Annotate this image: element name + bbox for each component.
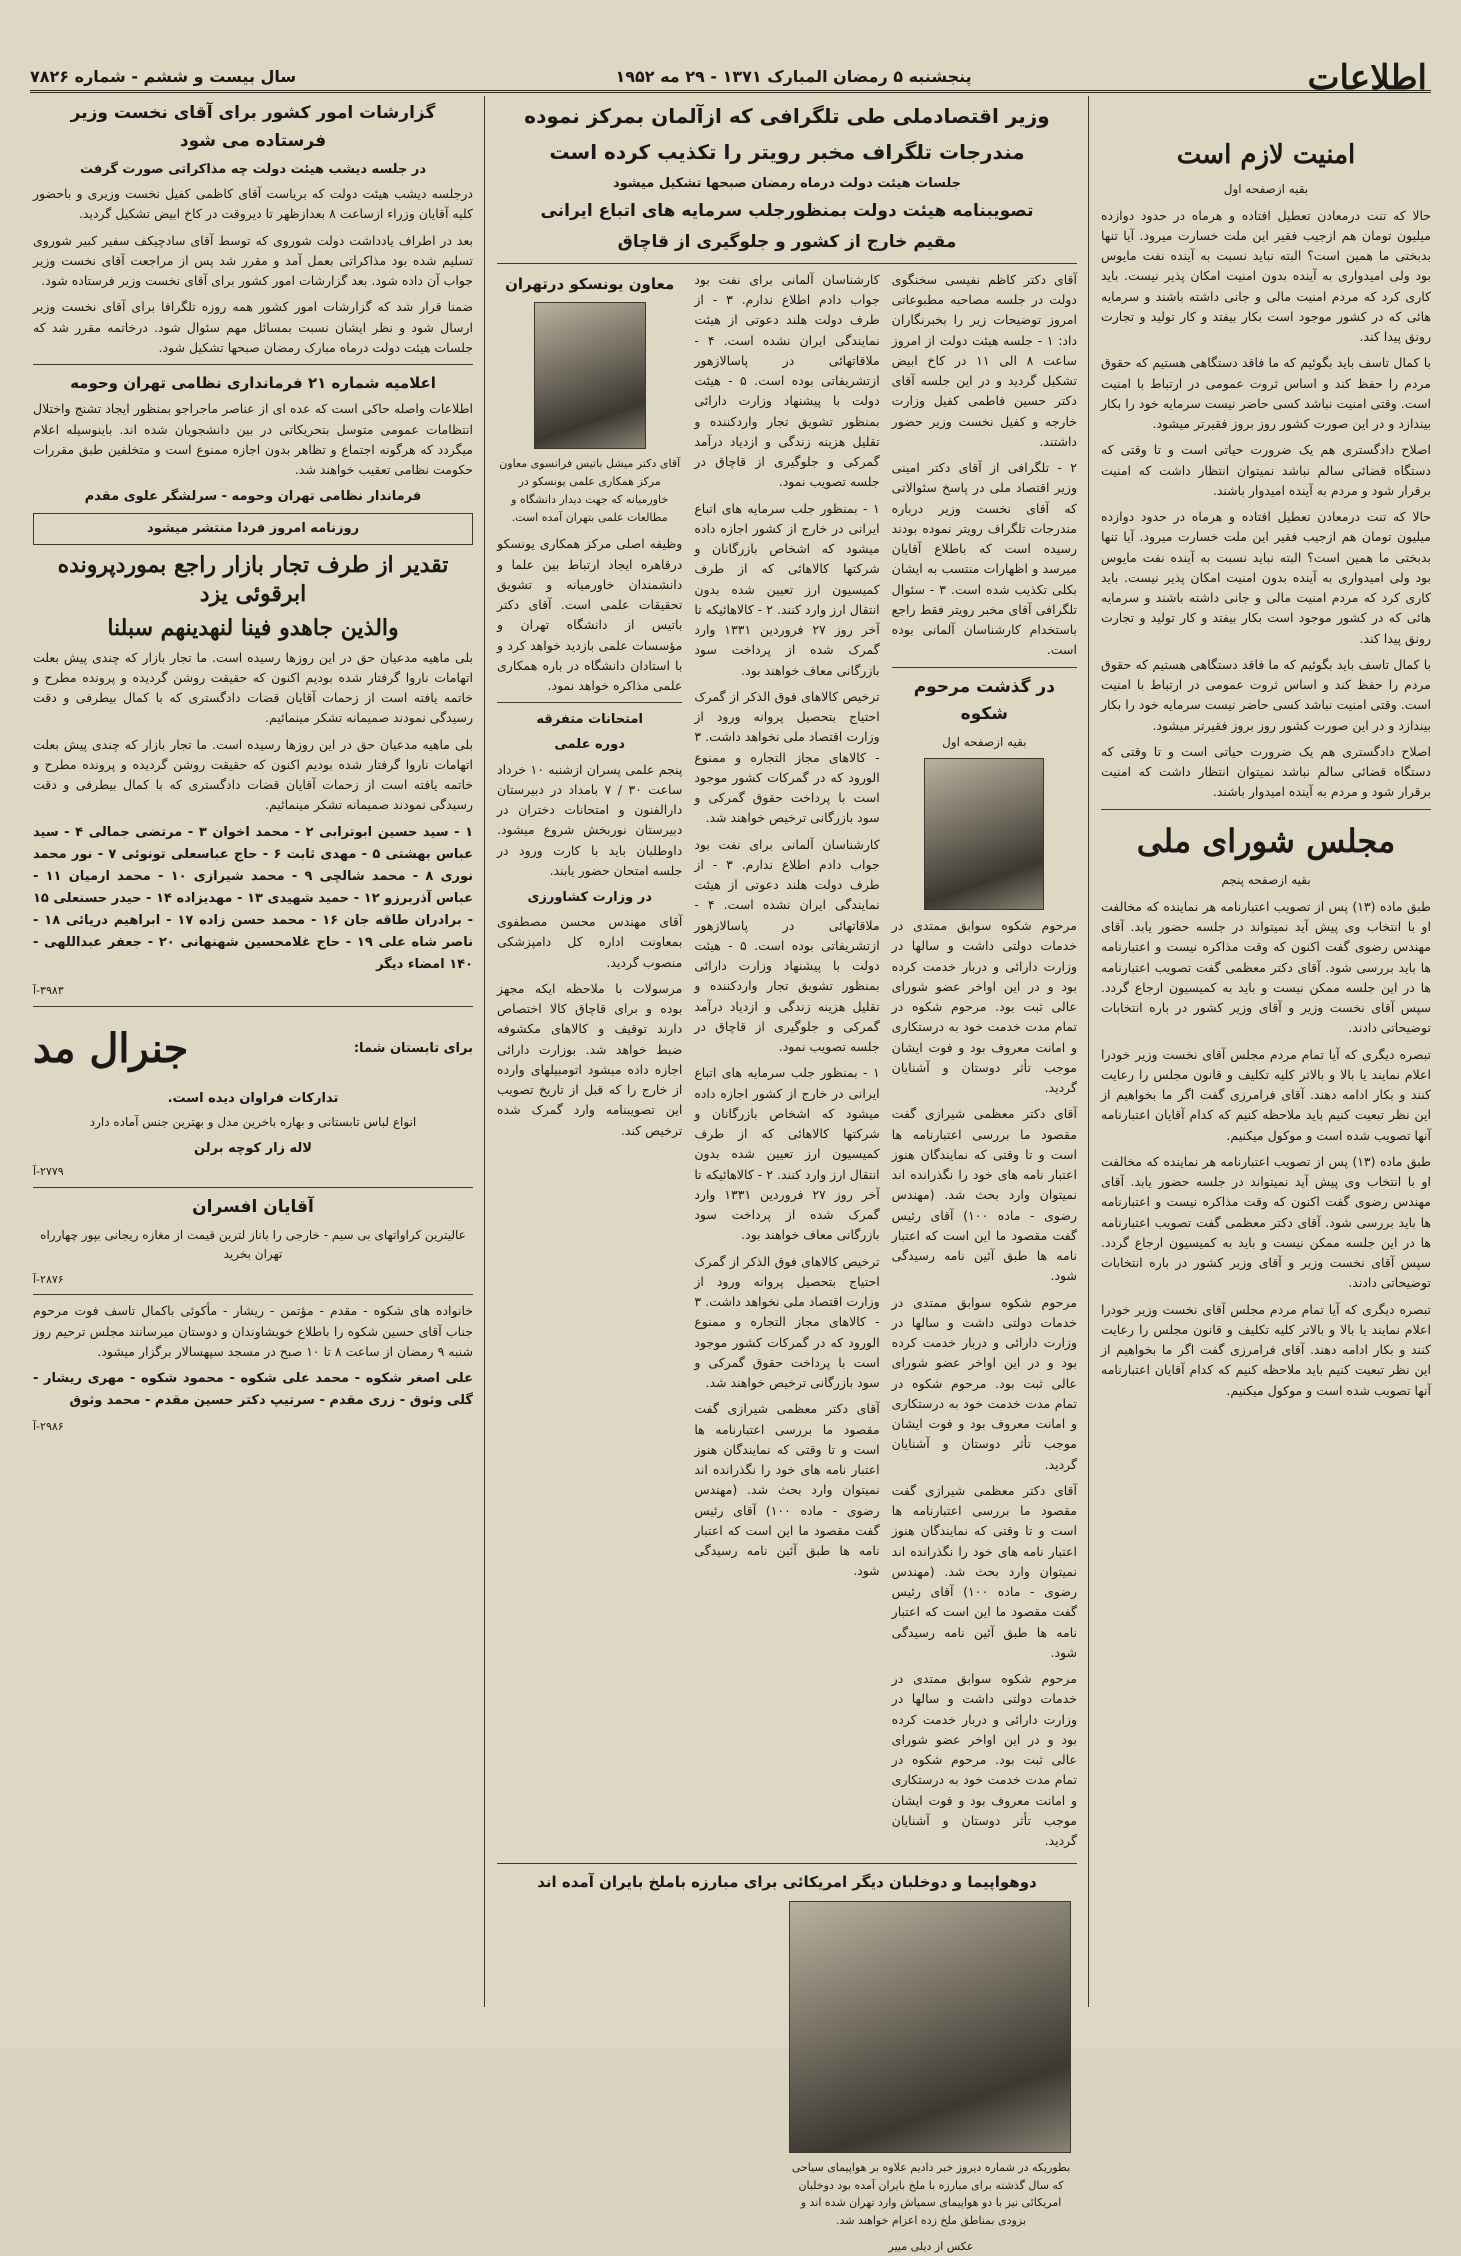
- divider: [497, 1863, 1077, 1864]
- notice-footer: روزنامه امروز فردا منتشر میشود: [33, 513, 473, 544]
- report-headline: گزارشات امور کشور برای آقای نخست وزیر فرستاده می شود: [70, 103, 436, 151]
- news-subcolumn: [892, 270, 1077, 1858]
- general-mod-subtitle: تدارکات فراوان دیده است.: [167, 1090, 339, 1106]
- agriculture-paragraph: آقای مهندس محسن مصطفوی بمعاونت اداره کل دامپزشکی منصوب گردید.: [497, 914, 683, 970]
- bazaar-ad-paragraph: بلی ماهیه مدعیان حق در این روزها رسیده است. ما تجار بازار که چندی پیش بعلت اتهامات ناروا گرفتار شده بودیم اکنون که حقیقت روشن گردیده و پرونده مطرح و خاتمه یافته است از زحمات آقایان قضات دادگستری که با کمال بیطرفی و دقت رسیدگی نمودند صمیمانه تشکر مینمائیم.: [33, 736, 473, 813]
- news-deck: مقیم خارج از کشور و جلوگیری از قاچاق: [617, 232, 957, 253]
- news-paragraph: ترخیص کالاهای فوق الذکر از گمرک احتیاج بتحصیل پروانه ورود از وزارت اقتصاد ملی نخواهد داشت. ۳ - کالاهای مجاز التجاره و ممنوع الورود که در گمرکات کشور موجود است با پرداخت حقوق گمرکی و سود بازرگانی ترخیص خواهند شد.: [694, 1253, 880, 1391]
- officers-ad-body: عالیترین کراواتهای بی سیم - خارجی را باناز لترین قیمت از مغازه ریجانی بپور چهارراه تهران بخرید: [40, 1227, 466, 1262]
- editorial-headline: امنیت لازم است: [1176, 140, 1356, 170]
- news-paragraph: ۱ - بمنظور جلب سرمایه های اتباع ایرانی در خارج از کشور اجازه داده میشود که اشخاص بازرگانان و شرکتها کالاهائی که از طرف کمیسیون ارز تعیین شده بدون انتقال ارز وارد کنند. ۲ - کالاهائیکه تا آخر روز ۲۷ فروردین ۱۳۳۱ وارد گمرک شده از پرداخت سود بازرگانی معاف خواهند بود.: [694, 1065, 880, 1243]
- report-subheadline: در جلسه دیشب هیئت دولت چه مذاکراتی صورت گرفت: [79, 162, 427, 178]
- airplane-caption: بطوریکه در شماره دیروز خبر دادیم علاوه بر هواپیمای سیاحی که سال گذشته برای مبارزه با ملخ بایران آمده بود دوخلبان امریکائی نیز با دو هواپیمای سمپاش وارد تهران شده اند و بزودی بمناطق ملخ زده اعزام خواهند شد.: [791, 2160, 1071, 2228]
- obituary-portrait: [924, 758, 1044, 910]
- exam-headline: امتحانات متفرقه: [536, 712, 643, 728]
- thanks-paragraph: خانواده های شکوه - مقدم - مؤتمن - ریشار - مأکوئی باکمال تاسف فوت مرحوم جناب آقای حسین شکوه را باطلاع خویشاوندان و دوستان میرسانند مجلس ترحیم روز شنبه ۹ رمضان از ساعت ۸ تا ۱۰ صبح در مسجد سپهسالار برگزار میشود.: [33, 1303, 473, 1359]
- news-deck: تصویبنامه هیئت دولت بمنظورجلب سرمایه های اتباع ایرانی: [540, 200, 1034, 221]
- locust-headline: دوهواپیما و دوخلبان دیگر امریکائی برای مبارزه باملخ بایران آمده اند: [537, 1873, 1037, 1892]
- editorial-continued: بقیه ازصفحه اول: [1223, 182, 1309, 197]
- parliament-headline: مجلس شورای ملی: [1136, 821, 1396, 860]
- report-paragraph: ضمنا قرار شد که گزارشات امور کشور همه روزه تلگرافا برای آقای نخست وزیر ارسال شود و نظر ایشان نسبت بمسائل مهم سئوال شود. درخاتمه مقرر شد که جلسات هیئت دولت درماه مبارک رمضان صبحها تشکیل شود.: [33, 299, 473, 355]
- news-paragraph: کارشناسان آلمانی برای نفت بود جواب دادم اطلاع ندارم. ۳ - از طرف دولت هلند دعوتی از هیئت نمایندگی ایران نشده است. ۴ - ملاقاتهائی در پاسالازهور ازتشریفاتی بوده است. ۵ - هیئت دولت با پیشنهاد وزارت دارائی بمنظور تشویق تجار واردکننده و تقلیل هزینه زندگی و ازدیاد درآمد گمرکی و جلوگیری از قاچاق در جلسه تصویب نمود.: [694, 271, 880, 490]
- editorial-paragraph: اصلاح دادگستری هم یک ضرورت حیاتی است و تا وقتی که دستگاه قضائی سالم نباشد نمیتوان انتظار داشت که امنیت برقرار شود و مردم به آینده امیدوار باشند.: [1101, 743, 1431, 800]
- obituary-paragraph: مرحوم شکوه سوابق ممتدی در خدمات دولتی داشت و سالها در وزارت دارائی و دربار خدمت کرده بود و در این اواخر عضو شورای عالی ثبت بود. مرحوم شکوه در تمام مدت خدمت خود به درستکاری و امانت معروف بود و فوت ایشان موجب تأثر دوستان و آشنایان گردید.: [891, 1671, 1077, 1849]
- bazaar-ad-paragraph: بلی ماهیه مدعیان حق در این روزها رسیده است. ما تجار بازار که چندی پیش بعلت اتهامات ناروا گرفتار شده بودیم اکنون که حقیقت روشن گردیده و پرونده مطرح و خاتمه یافته است از زحمات آقایان قضات دادگستری که با کمال بیطرفی و دقت رسیدگی نمودند صمیمانه تشکر مینمائیم.: [33, 649, 473, 726]
- news-subcolumn: [497, 270, 682, 1858]
- agriculture-headline: در وزارت کشاورزی: [527, 890, 652, 906]
- thanks-signatories: علی اصغر شکوه - محمد علی شکوه - محمود شکوه - مهری ریشار - گلی وثوق - زری مقدم - سرتیپ دکتر حسین مقدم - محمد وثوق: [33, 1371, 473, 1409]
- parliament-paragraph: طبق ماده (۱۳) پس از تصویب اعتبارنامه هر نماینده که مخالفت او با انتخاب وی پیش آید نمیتواند در جلسه حضور یابد. آقای مهندس رضوی گفت اکنون که وقت مذاکره نیست و اعتبارنامه ها باید بررسی شود. آقای دکتر معظمی گفت تصویب اعتبارنامه ها در این جلسه ممکن نیست و باید به کمیسیون ارجاع گردد. سپس آقای نخست وزیر و آقای وزیر کشور در باره انتخابات توضیحاتی دادند.: [1101, 898, 1431, 1036]
- general-mod-ad: [33, 1013, 473, 1086]
- news-paragraph: ۱ - بمنظور جلب سرمایه های اتباع ایرانی در خارج از کشور اجازه داده میشود که اشخاص بازرگانان و شرکتها کالاهائی که از طرف کمیسیون ارز تعیین شده بدون انتقال ارز وارد کنند. ۲ - کالاهائیکه تا آخر روز ۲۷ فروردین ۱۳۳۱ وارد گمرک شده از پرداخت سود بازرگانی معاف خواهند بود.: [694, 500, 880, 678]
- general-mod-name: جنرال مد: [33, 1025, 189, 1073]
- general-mod-code: ۲۷۷۹-آ: [33, 1165, 64, 1179]
- divider: [33, 1187, 473, 1188]
- bazaar-ad-verse: والذین جاهدو فینا لنهدینهم سبلنا: [107, 614, 399, 641]
- news-paragraph: ترخیص کالاهای فوق الذکر از گمرک احتیاج بتحصیل پروانه ورود از وزارت اقتصاد ملی نخواهد داشت. ۳ - کالاهای مجاز التجاره و ممنوع الورود که در گمرکات کشور موجود است با پرداخت حقوق گمرکی و سود بازرگانی ترخیص خواهند شد.: [694, 688, 880, 826]
- divider: [497, 263, 1077, 264]
- bazaar-ad-code: ۳۹۸۳-آ: [33, 984, 64, 998]
- newspaper-logo: اطلاعات: [1307, 58, 1427, 98]
- divider: [497, 702, 682, 703]
- report-paragraph: بعد در اطراف یادداشت دولت شوروی که توسط آقای سادچیکف سفیر کبیر شوروی تسلیم شده بود مذاکراتی بعمل آمد و مقرر شد پس از مراجعت آقای نخست وزیر جواب آن داده شود. بعد گزارشات امور کشور برای آقای نخست وزیر فرستاده شود.: [33, 232, 473, 289]
- report-paragraph: درجلسه دیشب هیئت دولت که بریاست آقای کاظمی کفیل نخست وزیری و باحضور کلیه آقایان وزراء ازساعت ۸ بعدازظهر تا دیروقت در کاخ ابیض تشکیل گردید.: [33, 186, 473, 222]
- notice-headline: اعلامیه شماره ۲۱ فرمانداری نظامی تهران وحومه: [70, 374, 436, 393]
- parliament-paragraph: تبصره دیگری که آیا تمام مردم مجلس آقای نخست وزیر خودرا اعلام نمایند یا بالا و بالاتر کلیه تکلیف و قانون مجلس را رعایت کنند و بکار ادامه دهند. آقای فرامرزی گفت اگر ما بخواهیم از این نظر تبعیت کنیم باید ملاحظه کنیم که کدام آقایان اعتبارنامه آنها تصویب شده است و موکول میکنیم.: [1101, 1046, 1431, 1143]
- masthead: [30, 62, 1431, 93]
- column-news: [497, 96, 1078, 2253]
- news-paragraph: ۲ - تلگرافی از آقای دکتر امینی وزیر اقتصاد ملی در پاسخ سئوالاتی که آقای نخست وزیر درباره مندرجات تلگراف رویتر نموده بودند رسیده است که باطلاع آقایان میرسد و اظهارات منتسب به ایشان بکلی تکذیب شده است. ۳ - سئوال تلگرافی آقای مخبر رویتر فقط راجع باستخدام کارشناسان آلمانی بوده است.: [891, 460, 1077, 658]
- notice-paragraph: اطلاعات واصله حاکی است که عده ای از عناصر ماجراجو بمنظور ایجاد تشنج واختلال انتظامات عمومی متوسل بتحریکاتی در بین دانشجویان شده اند. باینوسیله اعلام میگردد که هرگونه اجتماع و تظاهر بدون اجازه ممنوع است و متخلفین طبق مقررات حکومت نظامی تعقیب خواهند شد.: [33, 401, 473, 478]
- editorial-paragraph: با کمال تاسف باید بگوئیم که ما فاقد دستگاهی هستیم که حقوق مردم را حفظ کند و اساس ثروت عمومی در ارتباط با امنیت است. وقتی امنیت نباشد کسی حاضر نیست سرمایه خود را بکار بیندازد و در این صورت کشور روز بروز فقیرتر میشود.: [1101, 355, 1431, 432]
- thanks-code: ۲۹۸۶-آ: [33, 1420, 64, 1434]
- obituary-paragraph: آقای دکتر معظمی شیرازی گفت مقصود ما بررسی اعتبارنامه ها است و تا وقتی که نمایندگان هنوز اعتبار نامه های خود را نگذرانده اند نمیتوان وارد بحث شد. (مهندس رضوی - ماده ۱۰۰) آقای رئیس گفت مقصود ما این است که اعتبار نامه ها طبق آئین نامه رسیدگی شود.: [891, 1482, 1077, 1660]
- officers-ad-title: آقایان افسران: [192, 1197, 314, 1218]
- news-paragraph: آقای دکتر کاظم نفیسی سخنگوی دولت در جلسه مصاحبه مطبوعاتی امروز توضیحات زیر را بخبرنگاران داد: ۱ - جلسه هیئت دولت از امروز ساعت ۸ الی ۱۱ در کاخ ابیض تشکیل گردید و در این جلسه آقای دکتر حسین فاطمی کفیل وزارت خارجه و کفیل نخست وزیر حضور داشتند.: [891, 271, 1078, 449]
- masthead-date: پنجشنبه ۵ رمضان المبارک ۱۳۷۱ - ۲۹ مه ۱۹۵۲: [615, 66, 972, 86]
- news-headline: وزیر اقتصادملی طی تلگرافی که ازآلمان بمرکز نموده: [524, 104, 1050, 128]
- obituary-paragraph: مرحوم شکوه سوابق ممتدی در خدمات دولتی داشت و سالها در وزارت دارائی و دربار خدمت کرده بود و در این اواخر عضو شورای عالی ثبت بود. مرحوم شکوه در تمام مدت خدمت خود به درستکاری و امانت معروف بود و فوت ایشان موجب تأثر دوستان و آشنایان گردید.: [891, 1294, 1077, 1472]
- news-paragraph: آقای دکتر معظمی شیرازی گفت مقصود ما بررسی اعتبارنامه ها است و تا وقتی که نمایندگان هنوز اعتبار نامه های خود را نگذرانده اند نمیتوان وارد بحث شد. (مهندس رضوی - ماده ۱۰۰) آقای رئیس گفت مقصود ما این است که اعتبار نامه ها طبق آئین نامه رسیدگی شود.: [694, 1401, 880, 1579]
- masthead-issue: سال بیست و ششم - شماره ۷۸۲۶: [30, 66, 297, 86]
- officers-ad-code: ۲۸۷۶-آ: [33, 1272, 64, 1286]
- column-rule: [484, 96, 485, 2007]
- unesco-caption: آقای دکتر میشل باتیس فرانسوی معاون مرکز همکاری علمی یونسکو در خاورمیانه که جهت دیدار دانشگاه و مطالعات علمی بتهران آمده است.: [499, 457, 681, 524]
- unesco-headline: معاون یونسکو درتهران: [505, 274, 675, 293]
- exam-paragraph: پنجم علمی پسران ازشنبه ۱۰ خرداد ساعت ۳۰ / ۷ بامداد در دبیرستان دارالفنون و امتحانات دختران در دبیرستان نوربخش شروع میشود. داوطلبان باید با کارت ورود در جلسه امتحان حضور یابند.: [497, 761, 683, 878]
- general-mod-body: انواع لباس تابستانی و بهاره باخرین مدل و بهترین جنس آماده دارد: [89, 1114, 417, 1129]
- unesco-portrait: [534, 302, 646, 449]
- general-mod-prefix: برای تابستان شما:: [353, 1040, 473, 1056]
- divider: [892, 667, 1077, 668]
- obituary-headline: در گذشت مرحوم شکوه: [913, 676, 1055, 725]
- column-editorial: [1101, 110, 1431, 2007]
- photo-credit: عکس از دیلی مییر: [888, 2239, 974, 2253]
- editorial-paragraph: اصلاح دادگستری هم یک ضرورت حیاتی است و تا وقتی که دستگاه قضائی سالم نباشد نمیتوان انتظار داشت که امنیت برقرار شود و مردم به آینده امیدوار باشند.: [1101, 442, 1431, 498]
- parliament-continued: بقیه ازصفحه پنجم: [1221, 873, 1311, 888]
- news-paragraph: کارشناسان آلمانی برای نفت بود جواب دادم اطلاع ندارم. ۳ - از طرف دولت هلند دعوتی از هیئت نمایندگی ایران نشده است. ۴ - ملاقاتهائی در پاسالازهور ازتشریفاتی بوده است. ۵ - هیئت دولت با پیشنهاد وزارت دارائی بمنظور تشویق تجار واردکننده و تقلیل هزینه زندگی و ازدیاد درآمد گمرکی و جلوگیری از قاچاق در جلسه تصویب نمود.: [694, 836, 880, 1055]
- divider: [33, 1006, 473, 1007]
- notice-signature: فرماندار نظامی تهران وحومه - سرلشگر علوی مقدم: [84, 489, 422, 505]
- divider: [1101, 809, 1431, 810]
- bazaar-ad-signatories: ۱ - سید حسین ابوترابی ۲ - محمد اخوان ۳ - مرتضی جمالی ۴ - سید عباس بهشتی ۵ - مهدی ثابت ۶ - حاج عباسعلی تونوئی ۷ - نور محمد نوری ۸ - محمد شالچی ۹ - محمد شیرازی ۱۰ - محمد ارمیان ۱۱ - عباس آذربرزو ۱۲ - حمید شهیدی ۱۳ - مهدیزاده ۱۴ - حیدر حسنعلی ۱۵ - برادران طاقه جان ۱۶ - محمد حسن زاده ۱۷ - ابراهیم دریائی ۱۸ - ناصر شاه علی ۱۹ - حاج غلامحسین شهنهانی ۲۰ - جعفر عبداللهی - ۱۴۰ امضاء دیگر: [33, 824, 474, 973]
- exam-subheadline: دوره علمی: [554, 737, 625, 753]
- column-rule: [1088, 96, 1089, 2007]
- airplane-photo: [789, 1901, 1071, 2153]
- column-reports: [33, 96, 473, 2007]
- news-body-columns: [497, 270, 1077, 1858]
- unesco-paragraph: وظیفه اصلی مرکز همکاری یونسکو درقاهره ایجاد ارتباط بین علما و دانشمندان خاورمیانه و تشویق تحقیقات علمی است. آقای دکتر باتیس از دانشگاه تهران و مؤسسات علمی بازدید خواهد کرد و با استادان دانشگاه در باره همکاری علمی مذاکره خواهد نمود.: [497, 536, 683, 694]
- obituary-paragraph: آقای دکتر معظمی شیرازی گفت مقصود ما بررسی اعتبارنامه ها است و تا وقتی که نمایندگان هنوز اعتبار نامه های خود را نگذرانده اند نمیتوان وارد بحث شد. (مهندس رضوی - ماده ۱۰۰) آقای رئیس گفت مقصود ما این است که اعتبار نامه ها طبق آئین نامه رسیدگی شود.: [891, 1106, 1077, 1284]
- editorial-paragraph: با کمال تاسف باید بگوئیم که ما فاقد دستگاهی هستیم که حقوق مردم را حفظ کند و اساس ثروت عمومی در ارتباط با امنیت است. وقتی امنیت نباشد کسی حاضر نیست سرمایه خود را بکار بیندازد و در این صورت کشور روز بروز فقیرتر میشود.: [1101, 656, 1431, 733]
- news-deck: جلسات هیئت دولت درماه رمضان صبحها تشکیل میشود: [612, 175, 962, 191]
- divider: [33, 364, 473, 365]
- customs-paragraph: مرسولات با ملاحظه ایکه مجهز بوده و برای قاچاق کالا اختصاص دارند توقیف و کالاهای مکشوفه ضبط خواهد شد. بوزارت دارائی اجازه داده میشود اتومبیلهای وارده از خارج را که قبل از تاریخ تصویب این تصویبنامه وارد گمرک شده ترخیص کند.: [497, 980, 683, 1138]
- bazaar-ad-title: تقدیر از طرف تجار بازار راجع بموردپرونده ابرقوئی یزد: [57, 551, 449, 608]
- editorial-paragraph: حالا که تنت درمعادن تعطیل افتاده و هرماه در حدود دوازده میلیون تومان هم ازجیب فقیر این ملت خسارت میرود. آیا تنها بدبختی ما همین است؟ البته نباید نسبت به آینده نفت مایوس بود ولی امیدواری به آینده بدون امنیت امکان پذیر نیست. باید کاری کرد که مردم امنیت مالی و جانی داشته باشند و سرمایه هائی که در کشور موجود است بکار بیفتد و کار تولید و تجارت رونق پیدا کند.: [1101, 207, 1431, 345]
- parliament-paragraph: طبق ماده (۱۳) پس از تصویب اعتبارنامه هر نماینده که مخالفت او با انتخاب وی پیش آید نمیتواند در جلسه حضور یابد. آقای مهندس رضوی گفت اکنون که وقت مذاکره نیست و اعتبارنامه ها باید بررسی شود. آقای دکتر معظمی گفت تصویب اعتبارنامه ها در این جلسه ممکن نیست و باید به کمیسیون ارجاع گردد. سپس آقای نخست وزیر و آقای وزیر کشور در باره انتخابات توضیحاتی دادند.: [1101, 1153, 1431, 1291]
- parliament-paragraph: تبصره دیگری که آیا تمام مردم مجلس آقای نخست وزیر خودرا اعلام نمایند یا بالا و بالاتر کلیه تکلیف و قانون مجلس را رعایت کنند و بکار ادامه دهند. آقای فرامرزی گفت اگر ما بخواهیم از این نظر تبعیت کنیم باید ملاحظه کنیم که کدام آقایان اعتبارنامه آنها تصویب شده است و موکول میکنیم.: [1101, 1301, 1431, 1398]
- divider: [33, 1294, 473, 1295]
- news-subcolumn: [694, 270, 879, 1858]
- obituary-continued: بقیه ازصفحه اول: [942, 734, 1027, 749]
- obituary-paragraph: مرحوم شکوه سوابق ممتدی در خدمات دولتی داشت و سالها در وزارت دارائی و دربار خدمت کرده بود و در این اواخر عضو شورای عالی ثبت بود. مرحوم شکوه در تمام مدت خدمت خود به درستکاری و امانت معروف بود و فوت ایشان موجب تأثر دوستان و آشنایان گردید.: [891, 918, 1077, 1096]
- news-headline: مندرجات تلگراف مخبر رویتر را تکذیب کرده است: [549, 140, 1025, 165]
- editorial-paragraph: حالا که تنت درمعادن تعطیل افتاده و هرماه در حدود دوازده میلیون تومان هم ازجیب فقیر این ملت خسارت میرود. آیا تنها بدبختی ما همین است؟ البته نباید نسبت به آینده نفت مایوس بود ولی امیدواری به آینده بدون امنیت امکان پذیر نیست. باید کاری کرد که مردم امنیت مالی و جانی داشته باشند و سرمایه هائی که در کشور موجود است بکار بیفتد و کار تولید و تجارت رونق پیدا کند.: [1101, 509, 1431, 646]
- general-mod-address: لاله زار کوچه برلن: [194, 1141, 312, 1157]
